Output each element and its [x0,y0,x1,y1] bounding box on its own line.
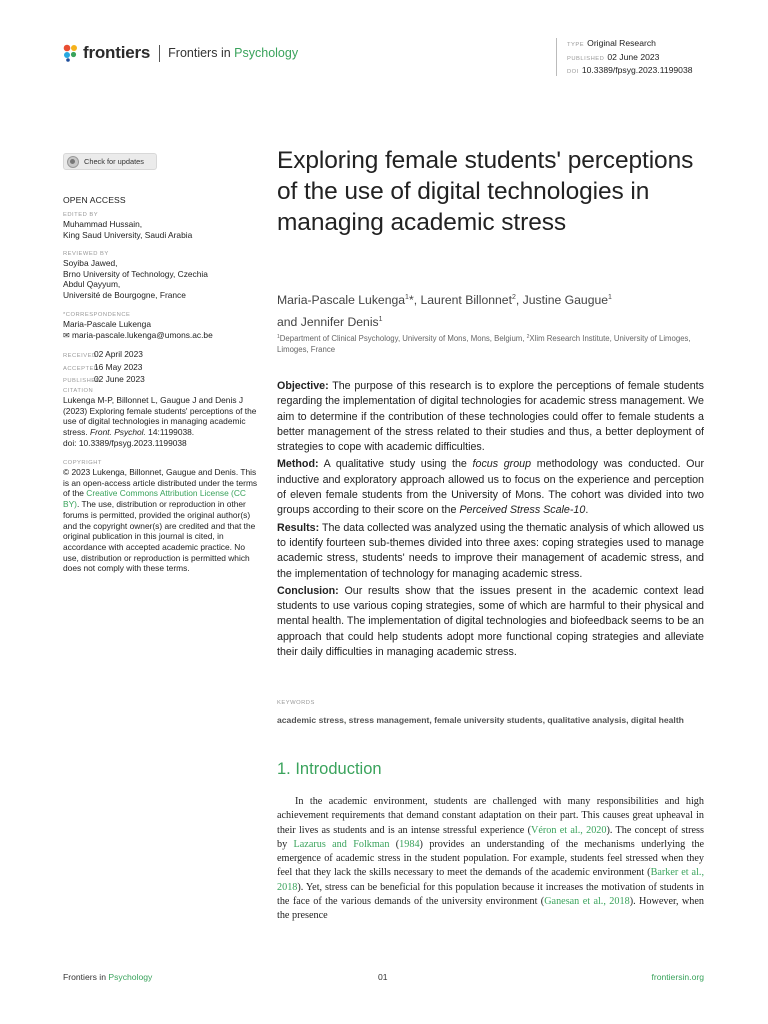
intro-text-5: ). Yet, stress can be beneficial for this population because it increases the motivation of students in the face of the various demands of the university environment ( [277,881,704,908]
journal-brand [63,43,298,63]
open-access-label: OPEN ACCESS [63,194,126,205]
citation-section [63,387,261,449]
ref-veron-link[interactable]: Véron et al., 2020 [531,824,607,836]
intro-text-1: In the academic environment, students are challenged with many responsibilities and high achievement requirements that demand constant adaptation on their part. This causes great upheaval in their lives as students and is an intense stressful experience ( [277,796,704,836]
footer-journal [63,972,152,982]
intro-text-6: ). However, when the presence [277,896,704,922]
meta-doi-value[interactable]: 10.3389/fpsyg.2023.1199038 [581,65,693,75]
brand-divider [159,45,160,62]
correspondence-email-row [63,330,213,342]
conclusion-text: Our results show that the issues present in the academic context lead students to use various coping strategies, some of which are harmful to their physical and mental health. The implementation of digital technologies and biofeedback seems to be an approach that could help students adopt more functional coping strategies and alleviate their daily difficulties in managing academic stress. [277,584,704,659]
copyright-text [63,467,261,574]
meta-doi-key: DOI [567,69,579,75]
citation-journal: Front. Psychol. [90,427,146,438]
objective-text: The purpose of this research is to explore the perceptions of female students regarding the implementation of digital technologies for academic stress management. We aim to determine if the contribution of these technologies could offer to female students a better management of the stress related to their studies and thus, a better deployment of strategies to cope with academic difficulties. [277,380,704,454]
affiliation-1-marker: 1 [277,334,280,340]
author-1-corresponding: * [408,293,414,307]
introduction-paragraph [277,795,704,924]
citation-key: CITATION [63,388,94,394]
correspondence-key: *CORRESPONDENCE [63,312,131,318]
dates-section [63,349,145,387]
keywords-key: KEYWORDS [277,700,315,706]
author-2[interactable]: Laurent Billonnet [420,293,512,307]
ref-1984-link[interactable]: 1984 [399,838,420,850]
cc-by-license-link[interactable]: Creative Commons Attribution License (CC BY) [63,488,246,510]
affiliation-2-marker: 2 [526,334,530,340]
results-text: The data collected was analyzed using the thematic analysis of which allowed us to identify fourteen sub-themes divided into three axes: coping strategies used to manage academic stress, students' needs to improve their management of academic stress, and the implementation of technology for managing academic stress. [277,521,704,580]
journal-prefix: Frontiers in [168,46,235,60]
check-updates-icon [67,156,79,168]
article-title: Exploring female students' perceptions of the use of digital technologies in managing academic stress [277,147,694,236]
author-list: Maria-Pascale Lukenga$^1$*, Laurent Billonnet$^2$, Justine Gaugue$^1$ and Jennifer Denis$^1$ [277,293,612,329]
objective-label: Objective: [277,380,329,392]
citation-doi[interactable]: doi: 10.3389/fpsyg.2023.1199038 [63,437,187,448]
published-key: PUBLISHED [63,378,101,385]
author-4[interactable]: and Jennifer Denis [277,315,379,329]
copyright-section [63,459,261,574]
reviewer-1-affiliation: Brno University of Technology, Czechia [63,268,208,279]
received-key: RECEIVED [63,353,97,359]
received-value: 02 April 2023 [94,349,143,359]
abstract-objective [277,379,704,455]
copyright-body-a: © 2023 Lukenga, Billonnet, Gaugue and Denis. This is an open-access article distributed under the terms of the [63,467,258,499]
abstract-method [277,457,704,518]
brand-name: frontiers [83,43,151,62]
method-text-b: methodology was conducted. Our inductive and exploratory approach allowed us to focus on the experience and perception of eleven female students from the University of Mons. The cohort was divided into two groups according to their score on the [277,458,705,517]
method-text-a: A qualitative study using the [323,458,473,471]
affiliation-2: Xlim Research Institute, University of Limoges, Limoges, France [277,334,691,354]
abstract-conclusion [277,584,704,660]
footer-site-link[interactable]: frontiersin.org [651,972,704,982]
affiliations [277,332,707,355]
meta-type [567,38,693,52]
edited-by-key: EDITED BY [63,212,99,218]
frontiers-logo-icon [63,44,79,62]
results-label: Results: [277,521,320,534]
intro-text-2: ). The concept of stress by [277,824,704,850]
author-2-affil: 2 [511,294,516,301]
received-row [63,349,145,362]
ref-lazarus-link[interactable]: Lazarus and Folkman [293,838,390,850]
reviewed-by-key: REVIEWED BY [63,251,109,257]
mail-icon: ✉ [63,330,70,340]
method-emphasis-1: focus group [472,458,532,471]
journal-subject: Psychology [234,46,299,60]
meta-type-value: Original Research [587,38,656,48]
reviewer-2-affiliation: Université de Bourgogne, France [63,290,186,301]
edited-by-section [63,211,192,240]
abstract-results [277,521,704,582]
citation-body: Lukenga M-P, Billonnet L, Gaugue J and Denis J (2023) Exploring female students' perceptions of the use of digital technologies in managing academic stress. [63,395,257,438]
author-3[interactable]: Justine Gaugue [522,293,609,307]
affiliation-1: Department of Clinical Psychology, University of Mons, Mons, Belgium, [279,334,527,343]
accepted-key: ACCEPTED [63,365,99,372]
meta-doi [567,65,693,79]
accepted-row [63,362,145,375]
copyright-body-b: . The use, distribution or reproduction in other forums is permitted, provided the original author(s) and the copyright owner(s) are credited and that the original publication in this journal is cited, in accordance with accepted academic practice. No use, distribution or reproduction is permitted which does not comply with these terms. [63,499,256,574]
conclusion-label: Conclusion: [277,584,339,597]
intro-text-4: ) provides an understanding of the mechanisms underlying the emergence of academic stress in the student population. For example, students feel stressed when they feel that they lack the skills necessary to meet the demands of the academic environment ( [277,838,705,879]
correspondence-section [63,311,213,341]
author-4-affil: 1 [378,316,383,323]
footer-journal-subject: Psychology [108,972,153,982]
editor-name: Muhammad Hussain, [63,219,143,229]
page-number: 01 [378,972,388,982]
reviewed-by-section [63,250,208,301]
article-meta [556,38,693,76]
citation-volume: 14:1199038. [145,427,195,438]
ref-ganesan-link[interactable]: Ganesan et al., 2018 [544,896,630,908]
method-emphasis-2: Perceived Stress Scale-10 [459,504,586,517]
author-1-affil: 1 [405,294,409,301]
reviewer-1-name: Soyiba Jawed, [63,258,118,268]
abstract [277,379,704,662]
correspondence-email[interactable]: maria-pascale.lukenga@umons.ac.be [72,329,213,340]
ref-barker-link[interactable]: Barker et al., 2018 [277,867,705,893]
sidebar [63,153,263,574]
author-1[interactable]: Maria-Pascale Lukenga [277,293,406,307]
journal-name[interactable] [168,46,298,60]
editor-affiliation: King Saud University, Saudi Arabia [63,229,193,240]
published-value: 02 June 2023 [94,374,145,385]
footer-journal-prefix: Frontiers in [63,972,109,982]
copyright-key: COPYRIGHT [63,460,102,466]
published-row [63,374,145,387]
citation-text [63,395,261,449]
check-for-updates-button[interactable] [63,153,157,170]
author-3-affil: 1 [608,294,612,301]
check-updates-label: Check for updates [84,157,144,166]
method-text-c: . [585,504,589,517]
intro-text-3: ( [389,838,400,850]
meta-published-key: PUBLISHED [567,55,605,62]
section-heading-introduction: 1. Introduction [277,760,382,778]
meta-published-value: 02 June 2023 [607,51,660,62]
meta-type-key: TYPE [567,42,585,48]
method-label: Method: [277,458,319,471]
accepted-value: 16 May 2023 [94,361,143,372]
meta-published [567,52,693,66]
correspondence-name: Maria-Pascale Lukenga [63,319,151,329]
keywords-list: academic stress, stress management, female university students, qualitative analysis, digital health [277,715,684,725]
reviewer-2-name: Abdul Qayyum, [63,279,121,290]
